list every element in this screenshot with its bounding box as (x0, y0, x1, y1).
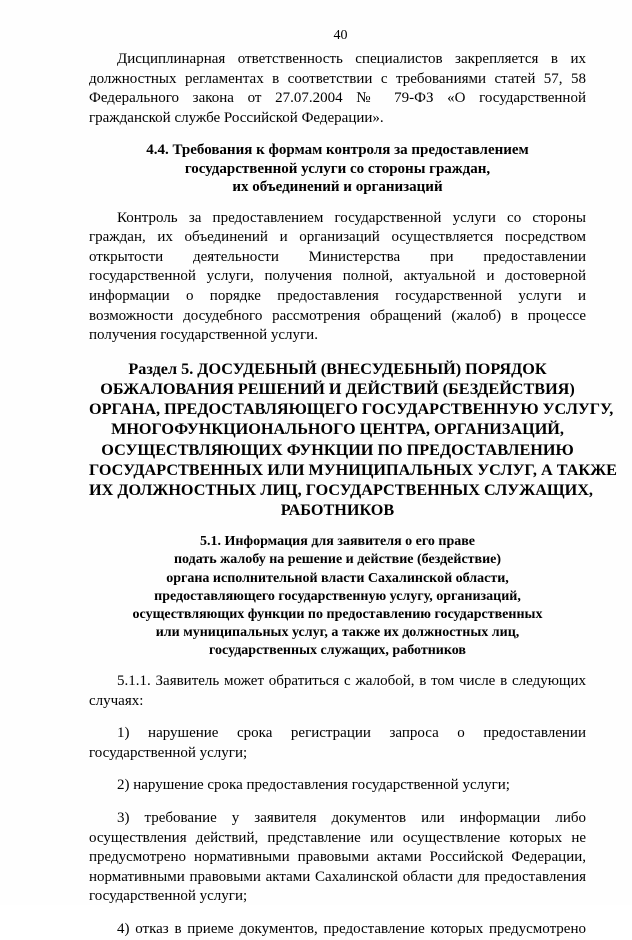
heading-line: 4.4. Требования к формам контроля за предоставлением (146, 142, 529, 159)
list-item (89, 809, 586, 907)
text-line: 3) требование у заявителя документов или информации либо (117, 810, 586, 826)
heading-line: ОБЖАЛОВАНИЯ РЕШЕНИЙ И ДЕЙСТВИЙ (БЕЗДЕЙСТВИЯ) (100, 379, 575, 398)
text-line: нормативными правовыми актами Сахалинской области для предоставления (89, 868, 586, 885)
heading-line: ОРГАНА, ПРЕДОСТАВЛЯЮЩЕГО ГОСУДАРСТВЕННУЮ УСЛУГУ, (89, 400, 614, 419)
heading-line: подать жалобу на решение и действие (бездействие) (173, 552, 502, 568)
text-line: Федерального закона от 27.07.2004 № 79-ФЗ «О государственной (89, 90, 586, 107)
text-line: 4) отказ в приеме документов, предоставление которых предусмотрено (117, 920, 586, 937)
heading-line: государственной услуги со стороны граждан, (184, 160, 491, 177)
heading-line: Раздел 5. ДОСУДЕБНЫЙ (ВНЕСУДЕБНЫЙ) ПОРЯДОК (128, 359, 547, 378)
text-line: Дисциплинарная ответственность специалистов закрепляется в их (117, 51, 586, 67)
text-line: граждан, их объединений и организаций осуществляется посредством (89, 229, 586, 246)
text-line: гражданской службе Российской Федерации». (89, 109, 384, 126)
heading-line: государственных служащих, работников (209, 642, 466, 658)
heading-line: РАБОТНИКОВ (280, 501, 395, 520)
text-line: возможности досудебного рассмотрения обращений (жалоб) в процессе (89, 307, 586, 324)
heading-line: 5.1. Информация для заявителя о его праве (199, 534, 476, 550)
heading-line: ИХ ДОЛЖНОСТНЫХ ЛИЦ, ГОСУДАРСТВЕННЫХ СЛУЖАЩИХ, (89, 480, 593, 499)
heading-line: их объединений и организаций (232, 179, 443, 196)
heading-line: МНОГОФУНКЦИОНАЛЬНОГО ЦЕНТРА, ОРГАНИЗАЦИЙ, (111, 420, 564, 439)
list-item (89, 776, 586, 796)
intro-paragraph (89, 50, 586, 128)
text-line: случаях: (89, 692, 144, 709)
heading-line: предоставляющего государственную услугу, организаций, (154, 588, 521, 604)
text-line: открытости деятельности Министерства при предоставлении (89, 248, 586, 265)
list-item (89, 724, 586, 763)
list-item (89, 920, 586, 940)
heading-line: ГОСУДАРСТВЕННЫХ ИЛИ МУНИЦИПАЛЬНЫХ УСЛУГ, А ТАКЖЕ (89, 460, 617, 479)
heading-line: осуществляющих функции по предоставлению государственных (132, 606, 543, 622)
heading-line: органа исполнительной власти Сахалинской области, (166, 570, 509, 586)
section-4-4-heading (89, 141, 586, 196)
heading-line: ОСУЩЕСТВЛЯЮЩИХ ФУНКЦИИ ПО ПРЕДОСТАВЛЕНИЮ (101, 440, 574, 459)
clause-5-1-1 (89, 672, 586, 711)
text-line: осуществления действий, представление или осуществление которых не (89, 829, 586, 846)
text-line: получения государственной услуги. (89, 327, 318, 344)
text-line: государственной услуги, получения полной, актуальной и достоверной (89, 268, 586, 285)
text-line: предусмотрено нормативными правовыми актами Российской Федерации, (89, 849, 586, 866)
text-line: Контроль за предоставлением государственной услуги со стороны (117, 209, 586, 226)
text-line: 5.1.1. Заявитель может обратиться с жалобой, в том числе в следующих (117, 673, 586, 690)
section-4-4-paragraph (89, 209, 586, 346)
text-line: государственной услуги; (89, 744, 248, 761)
text-line: информации о порядке предоставления государственной услуги и (89, 287, 586, 304)
text-line: 2) нарушение срока предоставления государственной услуги; (117, 777, 510, 794)
page-number: 40 (333, 28, 348, 43)
text-line: государственной услуги; (89, 888, 248, 905)
text-line: должностных регламентах в соответствии с требованиями статей 57, 58 (89, 70, 586, 87)
heading-line: или муниципальных услуг, а также их должностных лиц, (155, 624, 520, 640)
section-5-1-heading (89, 533, 586, 660)
section-5-heading (89, 359, 617, 521)
text-line: 1) нарушение срока регистрации запроса о предоставлении (117, 725, 586, 742)
